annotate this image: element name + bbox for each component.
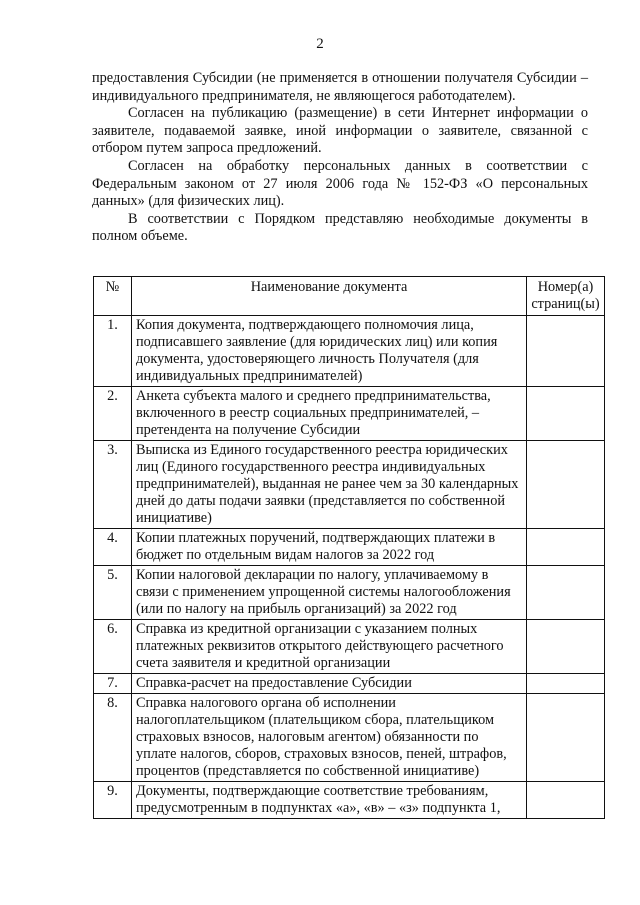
paragraph-continuation: предоставления Субсидии (не применяется в отношении получателя Субсидии – индивидуального предпринимателя, не являющегося работодателем). (92, 70, 588, 104)
table-header-row (94, 277, 605, 316)
table-row (94, 529, 605, 566)
row-document-name: Копии налоговой декларации по налогу, уплачиваемому в связи с применением упрощенной системы налогообложения (или по налогу на прибыль организаций) за 2022 год (132, 566, 527, 620)
row-number: 2. (94, 387, 132, 441)
row-number: 6. (94, 620, 132, 674)
row-number: 1. (94, 316, 132, 387)
row-document-name: Копия документа, подтверждающего полномочия лица, подписавшего заявление (для юридических лиц) или копия документа, удостоверяющего личность Получателя (для индивидуальных предпринимателей) (132, 316, 527, 387)
table-row (94, 441, 605, 529)
row-document-name: Справка налогового органа об исполнении налогоплательщиком (плательщиком сбора, плательщиком страховых взносов, налоговым агентом) обязанности по уплате налогов, сборов, страховых взносов, пеней, штрафов, процентов (представляется по собственной инициативе) (132, 694, 527, 782)
documents-table (93, 276, 605, 819)
row-number: 3. (94, 441, 132, 529)
row-page-numbers (527, 387, 605, 441)
table-row (94, 387, 605, 441)
paragraph-personal-data-consent: Согласен на обработку персональных данных в соответствии с Федеральным законом от 27 июля 2006 года № 152-ФЗ «О персональных данных» (для физических лиц). (92, 157, 588, 210)
table-row (94, 620, 605, 674)
paragraph-documents-statement: В соответствии с Порядком представляю необходимые документы в полном объеме. (92, 210, 588, 245)
row-number: 9. (94, 782, 132, 819)
row-number: 4. (94, 529, 132, 566)
table-row (94, 316, 605, 387)
header-document-name: Наименование документа (132, 277, 527, 316)
header-number: № (94, 277, 132, 316)
paragraph-publication-consent: Согласен на публикацию (размещение) в сети Интернет информации о заявителе, подаваемой заявке, иной информации о заявителе, связанной с отбором путем запроса предложений. (92, 105, 588, 157)
row-page-numbers (527, 694, 605, 782)
table-row (94, 674, 605, 694)
row-page-numbers (527, 674, 605, 694)
table-row (94, 566, 605, 620)
table-row (94, 694, 605, 782)
row-document-name: Выписка из Единого государственного реестра юридических лиц (Единого государственного реестра индивидуальных предпринимателей), выданная не ранее чем за 30 календарных дней до даты подачи заявки (представляется по собственной инициативе) (132, 441, 527, 529)
body-text (92, 70, 588, 246)
row-page-numbers (527, 529, 605, 566)
row-page-numbers (527, 316, 605, 387)
table-row (94, 782, 605, 819)
row-document-name: Справка-расчет на предоставление Субсидии (132, 674, 527, 694)
row-page-numbers (527, 782, 605, 819)
row-number: 5. (94, 566, 132, 620)
row-page-numbers (527, 620, 605, 674)
row-document-name: Копии платежных поручений, подтверждающих платежи в бюджет по отдельным видам налогов за 2022 год (132, 529, 527, 566)
row-number: 7. (94, 674, 132, 694)
row-page-numbers (527, 566, 605, 620)
row-document-name: Справка из кредитной организации с указанием полных платежных реквизитов открытого действующего расчетного счета заявителя и кредитной организации (132, 620, 527, 674)
header-page-numbers: Номер(а) страниц(ы) (527, 277, 605, 316)
row-document-name: Документы, подтверждающие соответствие требованиям, предусмотренным в подпунктах «а», «в» – «з» подпункта 1, (132, 782, 527, 819)
page-number: 2 (316, 36, 324, 52)
row-document-name: Анкета субъекта малого и среднего предпринимательства, включенного в реестр социальных предпринимателей, – претендента на получение Субсидии (132, 387, 527, 441)
row-number: 8. (94, 694, 132, 782)
row-page-numbers (527, 441, 605, 529)
